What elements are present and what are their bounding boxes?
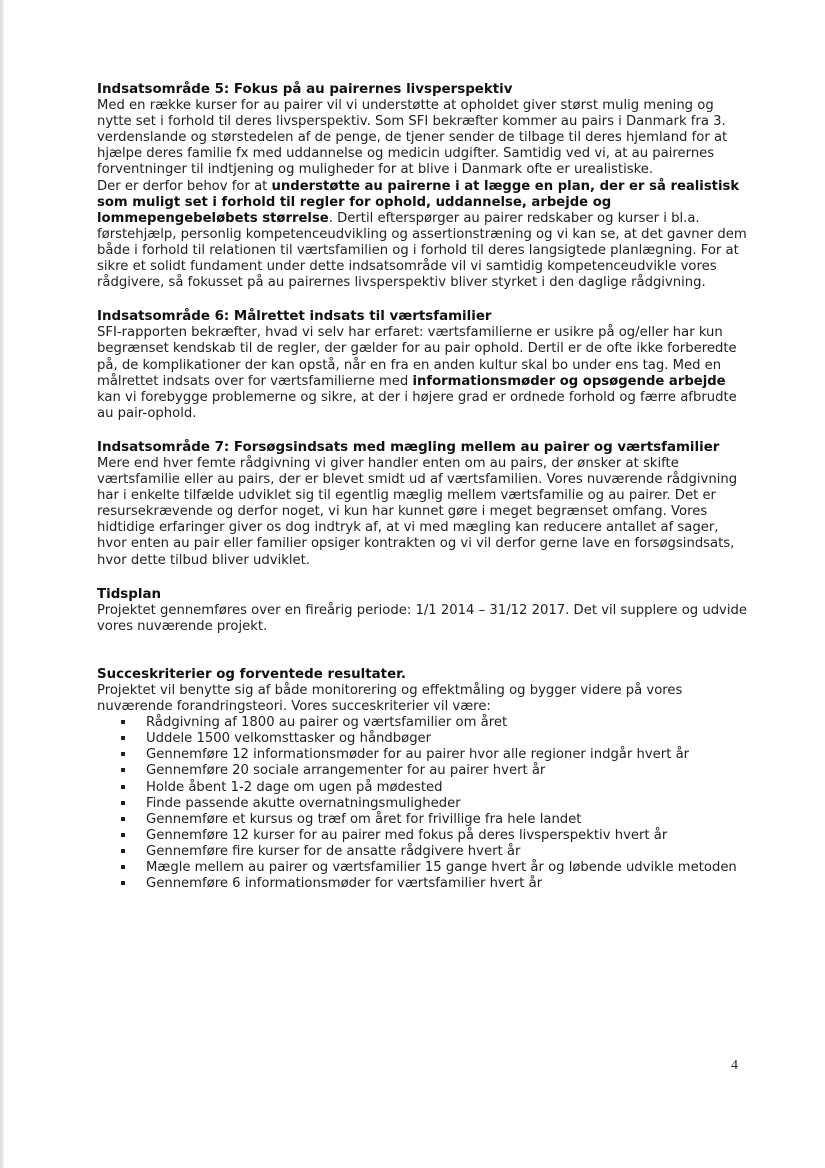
- paragraph: Projektet vil benytte sig af både monitorering og effektmåling og bygger videre på vores nuværende forandringsteori. Vores succeskriterier vil være:: [97, 683, 683, 715]
- bullet-icon: [121, 752, 125, 756]
- section-heading: Indsatsområde 6: Målrettet indsats til værtsfamilier: [97, 309, 492, 325]
- bold-text: informationsmøder og opsøgende arbejde: [412, 373, 726, 389]
- paragraph: Projektet gennemføres over en fireårig periode: 1/1 2014 – 31/12 2017. Det vil supplere og udvide vores nuværende projekt.: [97, 602, 748, 634]
- bullet-icon: [121, 785, 125, 789]
- bullet-icon: [121, 865, 125, 869]
- list-item: [121, 780, 747, 796]
- bullet-icon: [121, 768, 125, 772]
- bullet-icon: [121, 833, 125, 837]
- list-item: [121, 715, 747, 731]
- list-item: [121, 763, 747, 779]
- list-item-text: Gennemføre 12 informationsmøder for au pairer hvor alle regioner indgår hvert år: [146, 747, 690, 763]
- bullet-icon: [121, 817, 125, 821]
- list-item: [121, 860, 747, 876]
- list-item: [121, 796, 747, 812]
- bullet-icon: [121, 801, 125, 805]
- scan-edge: [0, 0, 4, 1168]
- list-item-text: Gennemføre 12 kurser for au pairer med fokus på deres livsperspektiv hvert år: [146, 827, 668, 843]
- list-item-text: Mægle mellem au pairer og værtsfamilier 15 gange hvert år og løbende udvikle metoden: [146, 860, 737, 876]
- list-item: [121, 828, 747, 844]
- list-item: [121, 731, 747, 747]
- list-item-text: Rådgivning af 1800 au pairer og værtsfamilier om året: [146, 715, 508, 731]
- document-body: [97, 82, 747, 910]
- section-indsatsomraade-6: [97, 309, 747, 422]
- list-item-text: Finde passende akutte overnatningsmuligheder: [146, 795, 461, 811]
- section-heading: Tidsplan: [97, 586, 162, 602]
- bullet-icon: [121, 736, 125, 740]
- success-criteria-list: [97, 715, 747, 892]
- text-run: kan vi forebygge problemerne og sikre, at der i højere grad er ordnede forhold og færre afbrudte au pair-ophold.: [97, 389, 737, 421]
- bullet-icon: [121, 720, 125, 724]
- text-run: Der er derfor behov for at: [97, 178, 272, 194]
- list-item-text: Gennemføre 20 sociale arrangementer for au pairer hvert år: [146, 763, 546, 779]
- list-item-text: Uddele 1500 velkomsttasker og håndbøger: [146, 731, 432, 747]
- bold-text: understøtte au pairerne i at lægge en plan, der er så realistisk som muligt set i forhold til regler for ophold, uddannelse, arbejde og lommepengebeløbets størrelse: [97, 178, 740, 226]
- section-tidsplan: [97, 587, 747, 635]
- section-heading: Succeskriterier og forventede resultater.: [97, 666, 406, 682]
- section-indsatsomraade-7: [97, 440, 747, 569]
- list-item: [121, 844, 747, 860]
- text-run: . Dertil efterspørger au pairer redskaber og kurser i bl.a. førstehjælp, personlig kompetenceudvikling og assertionstræning og vi kan se, at det gavner dem både i forhold til relationen til værtsfamilien og i forhold til deres langsigtede planlægning. For at sikre et solidt fundament under dette indsatsområde vil vi samtidig kompetenceudvikle vores rådgivere, så fokusset på au pairernes livsperspektiv bliver styrket i den daglige rådgivning.: [97, 210, 747, 291]
- list-item-text: Gennemføre 6 informationsmøder for værtsfamilier hvert år: [146, 876, 543, 892]
- section-indsatsomraade-5: [97, 82, 747, 291]
- paragraph: [97, 179, 747, 292]
- text-run: SFI-rapporten bekræfter, hvad vi selv har erfaret: værtsfamilierne er usikre på og/eller har kun begrænset kendskab til de regler, der gælder for au pair ophold. Dertil er de ofte ikke forberedte på, de komplikationer der kan opstå, når en fra en anden kultur skal bo under ens tag. Med en målrettet indsats over for værtsfamilierne med: [97, 325, 737, 389]
- list-item: [121, 812, 747, 828]
- section-heading: Indsatsområde 7: Forsøgsindsats med mægling mellem au pairer og værtsfamilier: [97, 439, 720, 455]
- list-item-text: Gennemføre fire kurser for de ansatte rådgivere hvert år: [146, 843, 521, 859]
- list-item: [121, 747, 747, 763]
- section-heading: Indsatsområde 5: Fokus på au pairernes livsperspektiv: [97, 82, 513, 97]
- paragraph: [97, 325, 747, 422]
- page-number: 4: [731, 1058, 738, 1073]
- paragraph: Med en række kurser for au pairer vil vi understøtte at opholdet giver størst mulig mening og nytte set i forhold til deres livsperspektiv. Som SFI bekræfter kommer au pairs i Danmark fra 3. verdenslande og størstedelen af de penge, de tjener sender de tilbage til deres hjemland for at hjælpe deres familie fx med uddannelse og medicin udgifter. Samtidig ved vi, at au pairernes forventninger til indtjening og muligheder for at blive i Danmark ofte er urealistiske.: [97, 98, 728, 178]
- paragraph: Mere end hver femte rådgivning vi giver handler enten om au pairs, der ønsker at skifte værtsfamilie eller au pairs, der er blevet smidt ud af værtsfamilien. Vores nuværende rådgivning har i enkelte tilfælde udviklet sig til egentlig mæglig mellem værtsfamilie og au pairer. Det er resursekrævende og derfor noget, vi kun har kunnet gøre i meget begrænset omfang. Vores hidtidige erfaringer giver os dog indtryk af, at vi med mægling kan reducere antallet af sager, hvor enten au pair eller familier opsiger kontrakten og vi vil derfor gerne lave en forsøgsindsats, hvor dette tilbud bliver udviklet.: [97, 455, 738, 568]
- list-item-text: Holde åbent 1-2 dage om ugen på mødested: [146, 779, 443, 795]
- section-succeskriterier: [97, 667, 747, 892]
- bullet-icon: [121, 849, 125, 853]
- list-item-text: Gennemføre et kursus og træf om året for frivillige fra hele landet: [146, 811, 582, 827]
- list-item: [121, 876, 747, 892]
- bullet-icon: [121, 881, 125, 885]
